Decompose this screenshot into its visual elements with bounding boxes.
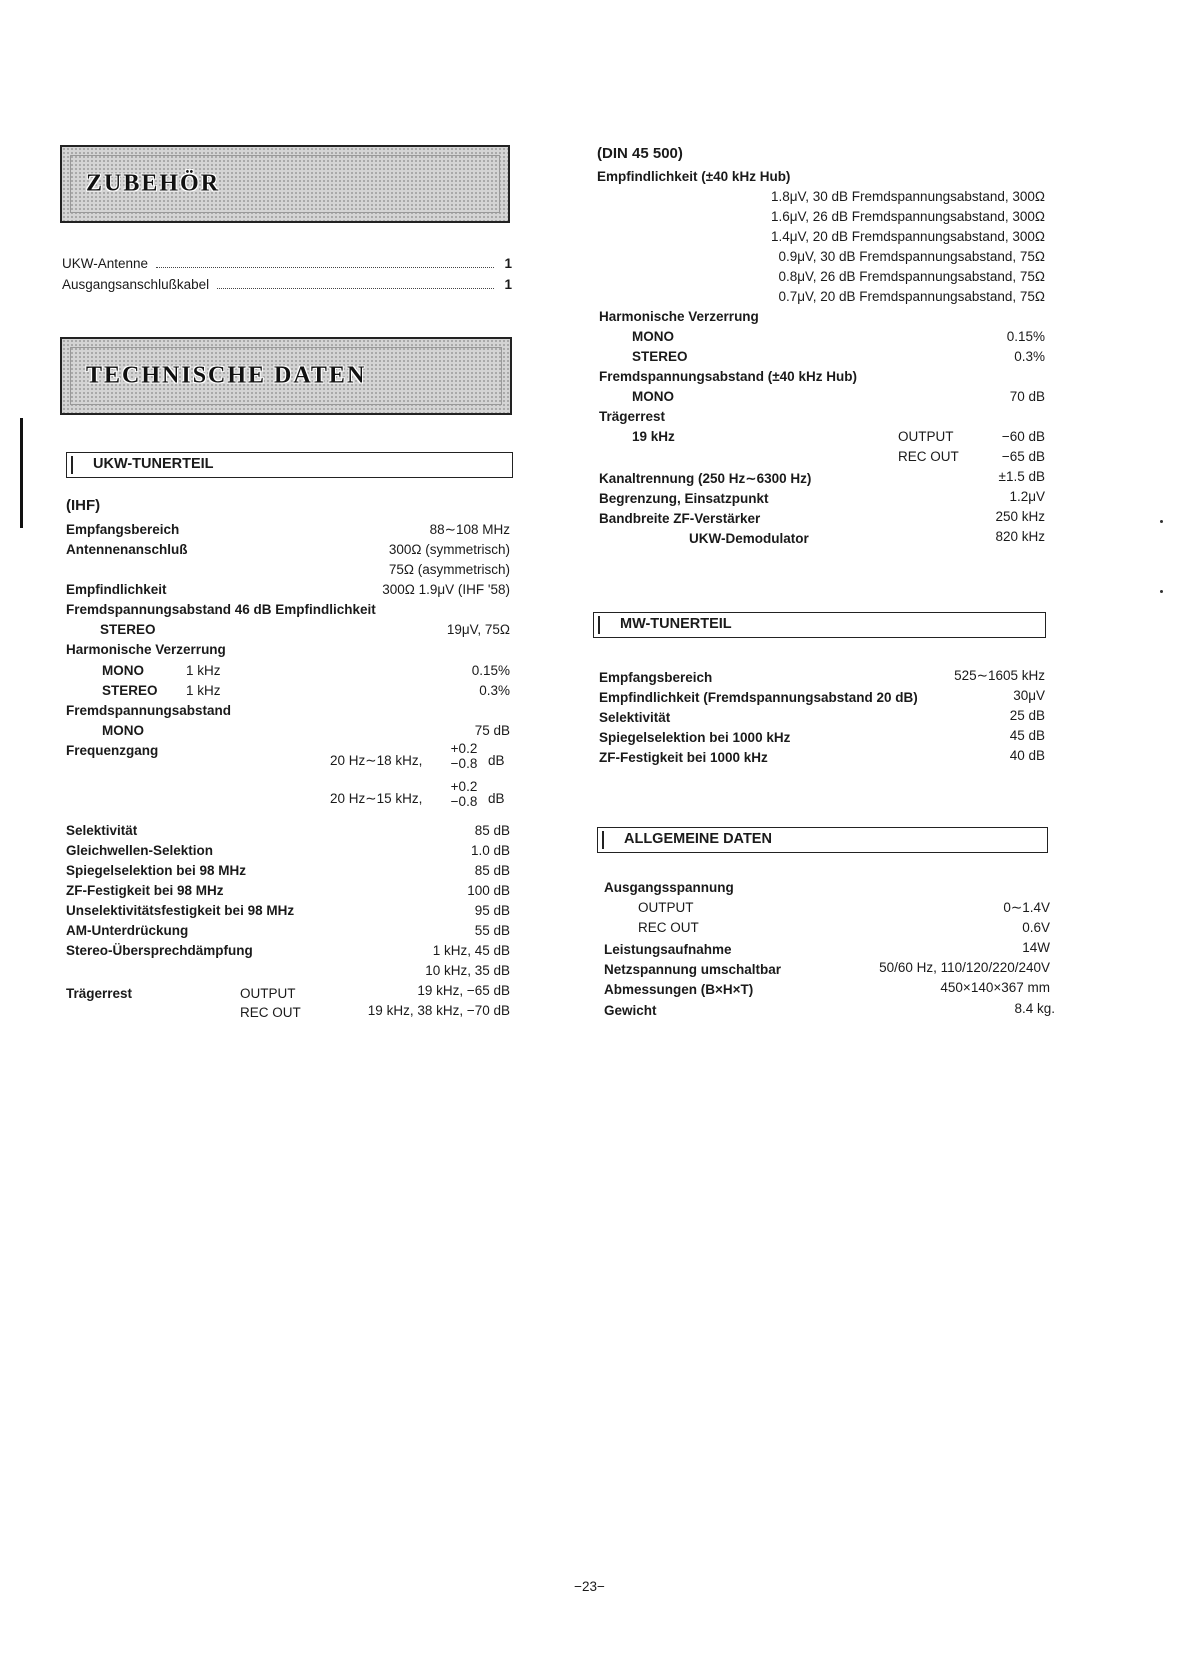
din-traeger-label: Trägerrest [599,409,666,424]
allg-row-label: Abmessungen (B×H×T) [604,982,754,997]
ukw-section-box [66,452,513,478]
ukw-row-value: 100 dB [467,883,510,898]
din-traeger-val-1: −60 dB [1001,429,1045,444]
technische-banner [60,337,512,415]
allg-recout-value: 0.6V [1022,920,1050,935]
stray-dot [1160,590,1163,593]
ukw-fremdspannung-label: Fremdspannungsabstand [66,703,232,718]
ukw-row-value: 85 dB [474,863,510,878]
mw-row-label: Empfindlichkeit (Fremdspannungsabstand 20 dB) [599,690,918,705]
din-fremd-mono-value: 70 dB [1009,389,1045,404]
din-fremd-mono: MONO [632,389,674,404]
din-traeger-val-2: −65 dB [1001,449,1045,464]
ukw-harm-stereo-value: 0.3% [479,683,510,698]
ukw-fremdspannung-sub: MONO [102,723,144,738]
ukw-fg-unit-2: dB [488,791,505,806]
ukw-standard: (IHF) [66,497,101,514]
mw-row-label: Empfangsbereich [599,670,713,685]
item-qty: 1 [504,256,512,271]
din-empf-line: 0.7μV, 20 dB Fremdspannungsabstand, 75Ω [778,289,1045,304]
din-harm-stereo-value: 0.3% [1014,349,1045,364]
ukw-harm-mono-label: MONO [102,663,144,678]
margin-bar [20,418,23,528]
ukw-harm-mono-freq: 1 kHz [186,663,221,678]
allg-row-label: Gewicht [604,1003,657,1018]
din-empf-line: 1.4μV, 20 dB Fremdspannungsabstand, 300Ω [770,229,1045,244]
allg-section-box [597,827,1048,853]
allg-row-label: Netzspannung umschaltbar [604,962,782,977]
item-label: Ausgangsanschlußkabel [62,277,210,292]
allg-row-value: 14W [1022,940,1050,955]
ukw-frequenzgang-label: Frequenzgang [66,743,159,758]
ukw-harm-stereo-freq: 1 kHz [186,683,221,698]
mw-row-value: 525∼1605 kHz [954,668,1045,683]
ukw-row-label: Unselektivitätsfestigkeit bei 98 MHz [66,903,295,918]
din-traeger-out-2: REC OUT [898,449,959,464]
allg-row-label: Leistungsaufnahme [604,942,732,957]
ukw-fg-plus-2: +0.2 [450,779,478,794]
allg-recout-label: REC OUT [638,920,699,935]
din-demod-label: UKW-Demodulator [689,531,809,546]
ukw-row-value: 95 dB [474,903,510,918]
ukw-fg-plus-1: +0.2 [450,741,478,756]
ukw-row-label: AM-Unterdrückung [66,923,189,938]
allg-title: ALLGEMEINE DATEN [624,831,772,847]
din-harm-label: Harmonische Verzerrung [599,309,759,324]
din-demod-value: 820 kHz [995,529,1045,544]
ukw-traegerrest-val-1: 19 kHz, −65 dB [417,983,510,998]
ukw-fg-unit-1: dB [488,753,505,768]
ukw-stereo-uebersprech-value-1: 1 kHz, 45 dB [432,943,510,958]
allg-row-value: 8.4 kg. [1014,1001,1055,1016]
din-kanal-label: Kanaltrennung (250 Hz∼6300 Hz) [599,471,812,486]
stray-dot [1160,520,1163,523]
item-qty: 1 [504,277,512,292]
din-begrenzung-value: 1.2μV [1009,489,1045,504]
din-empf-line: 0.8μV, 26 dB Fremdspannungsabstand, 75Ω [778,269,1045,284]
mw-section-box [593,612,1046,638]
ukw-row-value: 55 dB [474,923,510,938]
din-harm-mono-value: 0.15% [1006,329,1045,344]
mw-row-label: Spiegelselektion bei 1000 kHz [599,730,791,745]
din-empf-line: 1.6μV, 26 dB Fremdspannungsabstand, 300Ω [770,209,1045,224]
ukw-fg-range-2: 20 Hz∼15 kHz, [330,791,423,806]
din-empf-label: Empfindlichkeit (±40 kHz Hub) [597,169,791,184]
ukw-stereo-uebersprech-label: Stereo-Übersprechdämpfung [66,943,253,958]
mw-row-value: 45 dB [1009,728,1045,743]
ukw-traegerrest-out-2: REC OUT [240,1005,301,1020]
ukw-fg-tolerance-2 [446,779,482,809]
din-traeger-sub: 19 kHz [632,429,675,444]
ukw-row-label: ZF-Festigkeit bei 98 MHz [66,883,224,898]
din-harm-stereo: STEREO [632,349,688,364]
ukw-empfindlichkeit-value: 300Ω 1.9μV (IHF '58) [382,582,510,597]
item-label: UKW-Antenne [62,256,149,271]
ukw-row-value: 1.0 dB [470,843,510,858]
ukw-title: UKW-TUNERTEIL [93,456,214,472]
mw-row-value: 25 dB [1009,708,1045,723]
allg-output-label: OUTPUT [638,900,694,915]
ukw-antenne-value-1: 300Ω (symmetrisch) [388,542,510,557]
mw-row-value: 40 dB [1009,748,1045,763]
mw-title: MW-TUNERTEIL [620,616,732,632]
mw-row-label: Selektivität [599,710,671,725]
page-number: −23− [574,1579,605,1594]
ukw-harm-mono-value: 0.15% [471,663,510,678]
din-bandbreite-value: 250 kHz [995,509,1045,524]
ukw-row-label: Gleichwellen-Selektion [66,843,214,858]
list-item [62,277,512,298]
din-harm-mono: MONO [632,329,674,344]
ukw-traegerrest-label: Trägerrest [66,986,133,1001]
ukw-row-label: Selektivität [66,823,138,838]
din-begrenzung-label: Begrenzung, Einsatzpunkt [599,491,769,506]
ukw-fg-minus-1: −0.8 [450,756,478,771]
mw-row-label: ZF-Festigkeit bei 1000 kHz [599,750,768,765]
ukw-stereo-uebersprech-value-2: 10 kHz, 35 dB [425,963,510,978]
list-item [62,256,512,277]
allg-row-value: 50/60 Hz, 110/120/220/240V [879,960,1050,975]
ukw-row-value: 85 dB [474,823,510,838]
technische-title: TECHNISCHE DATEN [86,362,367,389]
ukw-fremd46-value: 19μV, 75Ω [446,622,510,637]
din-empf-line: 1.8μV, 30 dB Fremdspannungsabstand, 300Ω [770,189,1045,204]
zubehoer-title: ZUBEHÖR [86,170,221,197]
ukw-fremdspannung-value: 75 dB [474,723,510,738]
ukw-harmonisch-label: Harmonische Verzerrung [66,642,226,657]
din-bandbreite-label: Bandbreite ZF-Verstärker [599,511,761,526]
ukw-fg-range-1: 20 Hz∼18 kHz, [330,753,423,768]
zubehoer-banner [60,145,510,223]
ukw-empfangsbereich-label: Empfangsbereich [66,522,180,537]
ukw-fg-minus-2: −0.8 [450,794,478,809]
allg-ausgang-label: Ausgangsspannung [604,880,734,895]
mw-row-value: 30μV [1013,688,1045,703]
ukw-empfindlichkeit-label: Empfindlichkeit [66,582,167,597]
ukw-empfangsbereich-value: 88∼108 MHz [429,522,510,537]
ukw-fremd46-label: Fremdspannungsabstand 46 dB Empfindlichkeit [66,602,376,617]
ukw-row-label: Spiegelselektion bei 98 MHz [66,863,247,878]
din-kanal-value: ±1.5 dB [998,469,1045,484]
ukw-traegerrest-out-1: OUTPUT [240,986,296,1001]
din-fremd-label: Fremdspannungsabstand (±40 kHz Hub) [599,369,857,384]
din-title: (DIN 45 500) [597,145,683,162]
ukw-harm-stereo-label: STEREO [102,683,158,698]
ukw-traegerrest-val-2: 19 kHz, 38 kHz, −70 dB [367,1003,510,1018]
ukw-antenne-label: Antennenanschluß [66,542,188,557]
accessory-list [62,256,512,298]
din-traeger-out-1: OUTPUT [898,429,954,444]
ukw-fg-tolerance-1 [446,741,482,771]
ukw-antenne-value-2: 75Ω (asymmetrisch) [388,562,510,577]
din-empf-line: 0.9μV, 30 dB Fremdspannungsabstand, 75Ω [778,249,1045,264]
allg-output-value: 0∼1.4V [1003,900,1050,915]
ukw-fremd46-sub: STEREO [100,622,156,637]
allg-row-value: 450×140×367 mm [940,980,1050,995]
